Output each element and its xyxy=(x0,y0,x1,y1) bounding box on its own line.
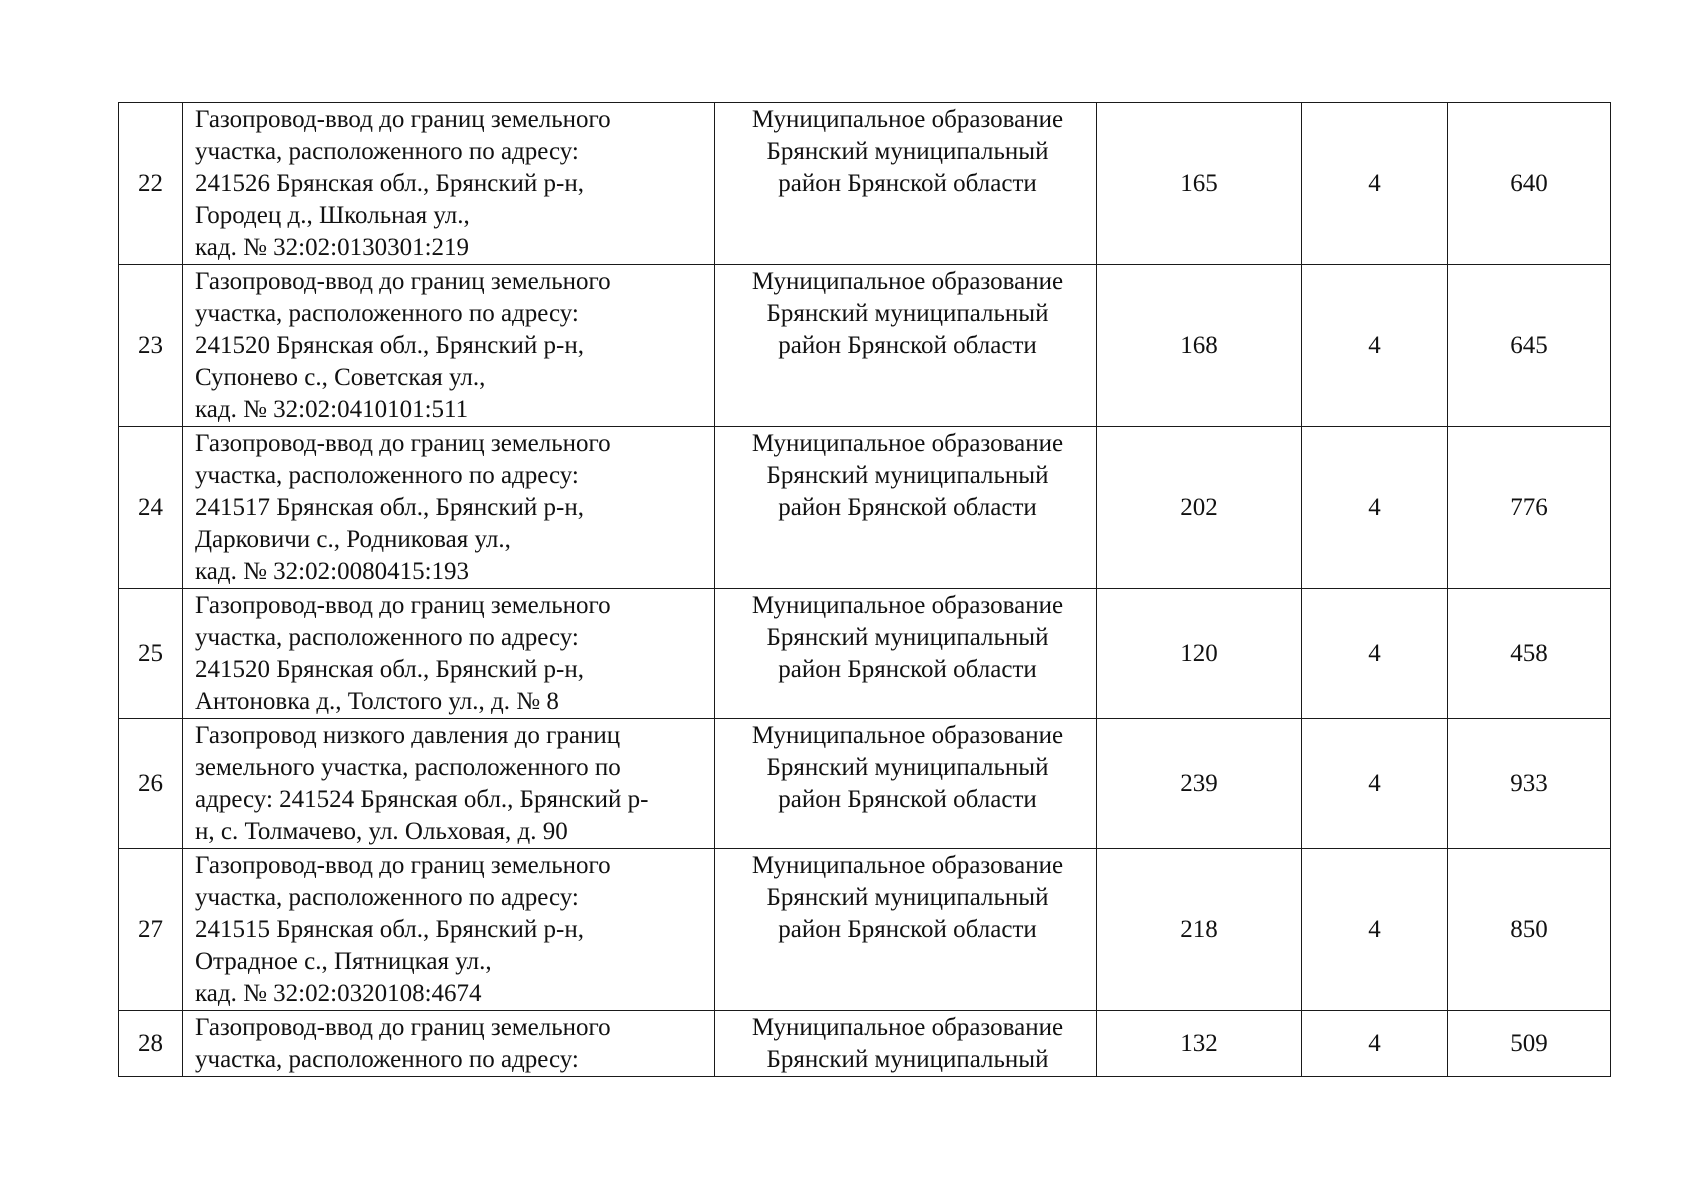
value-cell-col5: 4 xyxy=(1302,719,1448,849)
owner-name: Муниципальное образование Брянский муниципальный район Брянской области xyxy=(715,719,1097,849)
table-row xyxy=(119,265,1611,427)
value-cell-col6: 458 xyxy=(1448,589,1611,719)
row-number: 27 xyxy=(119,849,183,1011)
object-description: Газопровод-ввод до границ земельного участка, расположенного по адресу: 241520 Брянская обл., Брянский р-н, Супонево с., Советская ул., кад. № 32:02:0410101:511 xyxy=(183,265,715,427)
object-description: Газопровод-ввод до границ земельного участка, расположенного по адресу: xyxy=(183,1011,715,1077)
value-cell-col5: 4 xyxy=(1302,427,1448,589)
row-number: 26 xyxy=(119,719,183,849)
table-row xyxy=(119,427,1611,589)
table-row xyxy=(119,103,1611,265)
owner-name: Муниципальное образование Брянский муниципальный район Брянской области xyxy=(715,103,1097,265)
value-cell-col5: 4 xyxy=(1302,1011,1448,1077)
owner-name: Муниципальное образование Брянский муниципальный район Брянской области xyxy=(715,265,1097,427)
owner-name: Муниципальное образование Брянский муниципальный xyxy=(715,1011,1097,1077)
value-cell-col5: 4 xyxy=(1302,265,1448,427)
value-cell-col4: 165 xyxy=(1097,103,1302,265)
value-cell-col6: 640 xyxy=(1448,103,1611,265)
row-number: 22 xyxy=(119,103,183,265)
value-cell-col6: 509 xyxy=(1448,1011,1611,1077)
value-cell-col5: 4 xyxy=(1302,103,1448,265)
value-cell-col5: 4 xyxy=(1302,849,1448,1011)
owner-name: Муниципальное образование Брянский муниципальный район Брянской области xyxy=(715,849,1097,1011)
value-cell-col5: 4 xyxy=(1302,589,1448,719)
value-cell-col6: 645 xyxy=(1448,265,1611,427)
value-cell-col6: 933 xyxy=(1448,719,1611,849)
table-row xyxy=(119,589,1611,719)
value-cell-col4: 168 xyxy=(1097,265,1302,427)
row-number: 24 xyxy=(119,427,183,589)
value-cell-col6: 776 xyxy=(1448,427,1611,589)
object-description: Газопровод-ввод до границ земельного участка, расположенного по адресу: 241517 Брянская обл., Брянский р-н, Дарковичи с., Родниковая ул., кад. № 32:02:0080415:193 xyxy=(183,427,715,589)
registry-table xyxy=(118,102,1611,1077)
value-cell-col4: 218 xyxy=(1097,849,1302,1011)
value-cell-col4: 132 xyxy=(1097,1011,1302,1077)
row-number: 28 xyxy=(119,1011,183,1077)
value-cell-col4: 120 xyxy=(1097,589,1302,719)
object-description: Газопровод-ввод до границ земельного участка, расположенного по адресу: 241515 Брянская обл., Брянский р-н, Отрадное с., Пятницкая ул., кад. № 32:02:0320108:4674 xyxy=(183,849,715,1011)
value-cell-col4: 239 xyxy=(1097,719,1302,849)
object-description: Газопровод низкого давления до границ земельного участка, расположенного по адресу: 241524 Брянская обл., Брянский р- н, с. Толмачево, ул. Ольховая, д. 90 xyxy=(183,719,715,849)
row-number: 25 xyxy=(119,589,183,719)
owner-name: Муниципальное образование Брянский муниципальный район Брянской области xyxy=(715,589,1097,719)
table-row xyxy=(119,849,1611,1011)
value-cell-col6: 850 xyxy=(1448,849,1611,1011)
row-number: 23 xyxy=(119,265,183,427)
object-description: Газопровод-ввод до границ земельного участка, расположенного по адресу: 241520 Брянская обл., Брянский р-н, Антоновка д., Толстого ул., д. № 8 xyxy=(183,589,715,719)
owner-name: Муниципальное образование Брянский муниципальный район Брянской области xyxy=(715,427,1097,589)
value-cell-col4: 202 xyxy=(1097,427,1302,589)
table-row xyxy=(119,1011,1611,1077)
table-row xyxy=(119,719,1611,849)
object-description: Газопровод-ввод до границ земельного участка, расположенного по адресу: 241526 Брянская обл., Брянский р-н, Городец д., Школьная ул., кад. № 32:02:0130301:219 xyxy=(183,103,715,265)
